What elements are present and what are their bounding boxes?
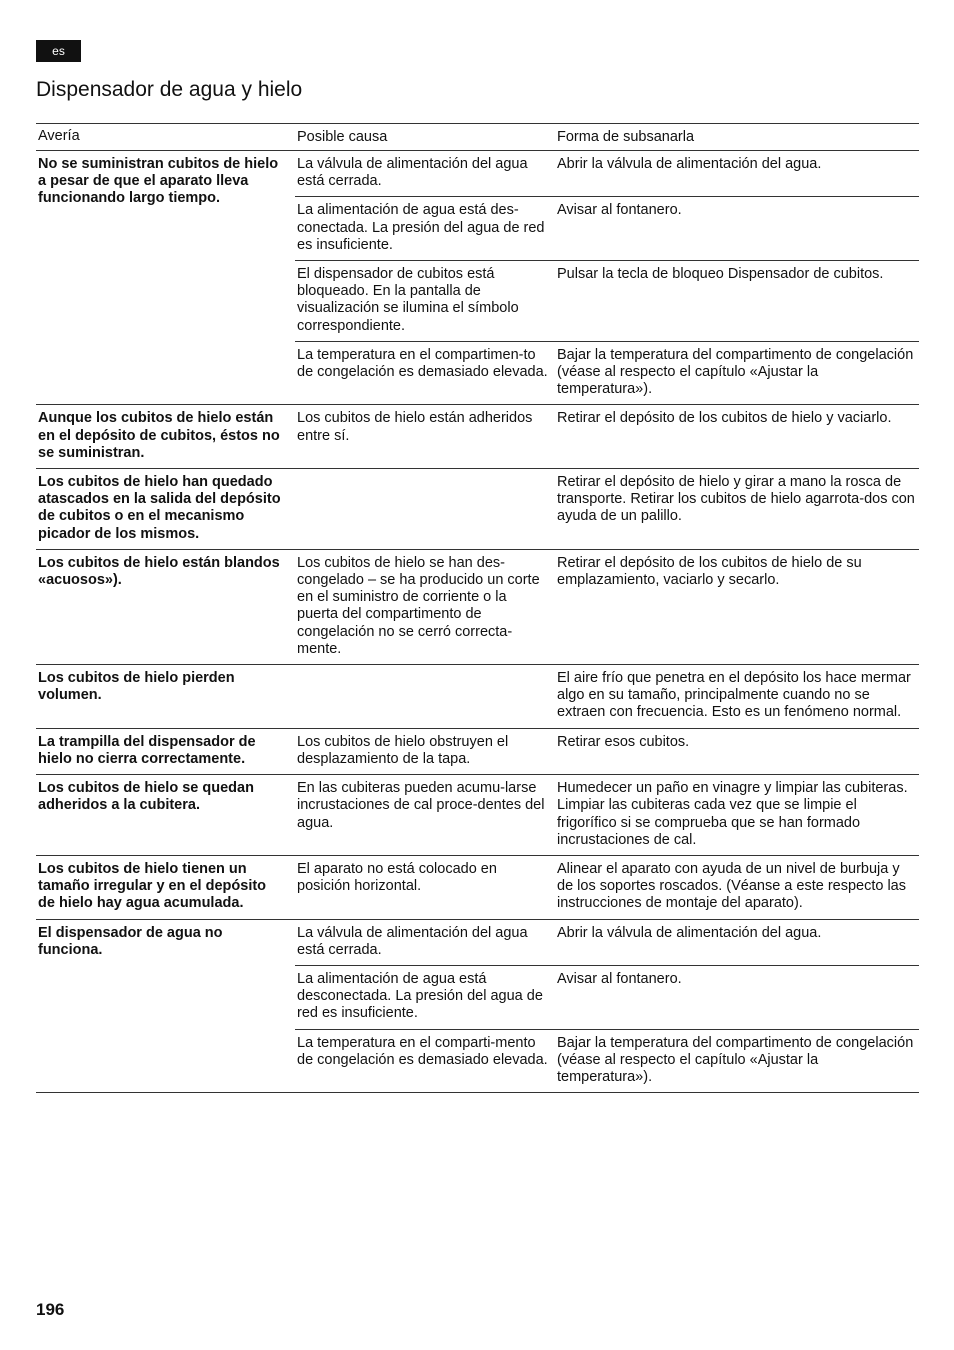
table-row — [36, 665, 919, 729]
cause-cell — [295, 469, 555, 532]
fault-cell: Aunque los cubitos de hielo están en el depósito de cubitos, éstos no se suministran. — [38, 410, 280, 461]
cause-remedy-pair — [295, 405, 919, 450]
page-title: Dispensador de agua y hielo — [36, 78, 303, 101]
cause-list — [295, 775, 919, 855]
cause-cell: La alimentación de agua está des-conectada. La presión del agua de red es insuficiente. — [295, 196, 555, 260]
remedy-cell: Abrir la válvula de alimentación del agua. — [557, 924, 822, 941]
fault-cell: La trampilla del dispensador de hielo no cierra correctamente. — [38, 733, 256, 767]
table-body — [36, 151, 919, 1093]
language-badge: es — [36, 40, 81, 62]
cause-list — [295, 151, 919, 404]
cause-list — [295, 405, 919, 468]
cause-cell: Los cubitos de hielo se han des-congelado – se ha producido un corte en el suministro de corriente o la puerta del compartimento de congelación no se cerró correcta-mente. — [297, 554, 540, 657]
table-row — [36, 775, 919, 856]
cause-cell: La temperatura en el compartimen-to de congelación es demasiado elevada. — [295, 341, 555, 405]
cause-remedy-pair — [295, 550, 919, 664]
fault-cell: Los cubitos de hielo han quedado atascados en la salida del depósito de cubitos o en el mecanismo picador de los mismos. — [38, 474, 281, 542]
cause-remedy-pair — [295, 151, 919, 196]
cause-remedy-pair — [295, 665, 919, 728]
remedy-cell: Pulsar la tecla de bloqueo Dispensador de cubitos. — [555, 260, 919, 341]
cause-remedy-pair — [295, 1029, 919, 1093]
cause-cell: En las cubiteras pueden acumu-larse incrustaciones de cal proce-dentes del agua. — [297, 780, 545, 831]
cause-list — [295, 469, 919, 549]
cause-list — [295, 920, 919, 1093]
remedy-cell: Retirar el depósito de los cubitos de hielo y vaciarlo. — [557, 410, 892, 427]
remedy-cell: Retirar el depósito de hielo y girar a mano la rosca de transporte. Retirar los cubitos de hielo agarrota-dos con ayuda de un palillo. — [557, 474, 915, 525]
cause-remedy-pair — [295, 920, 919, 965]
table-row — [36, 469, 919, 550]
cause-cell: La alimentación de agua está desconectada. La presión del agua de red es insuficiente. — [295, 965, 555, 1029]
fault-cell: Los cubitos de hielo se quedan adheridos a la cubitera. — [38, 780, 254, 814]
column-header-cause: Posible causa — [295, 124, 555, 151]
cause-cell: Los cubitos de hielo están adheridos entre sí. — [297, 410, 533, 444]
cause-list — [295, 665, 919, 728]
fault-cell: No se suministran cubitos de hielo a pesar de que el aparato lleva funcionando largo tiempo. — [38, 156, 279, 207]
table-row — [36, 729, 919, 775]
fault-cell: El dispensador de agua no funciona. — [38, 924, 223, 958]
cause-cell: La válvula de alimentación del agua está cerrada. — [297, 156, 528, 190]
remedy-cell: Avisar al fontanero. — [555, 196, 919, 260]
cause-list — [295, 550, 919, 664]
column-header-remedy: Forma de subsanarla — [555, 124, 919, 151]
cause-cell: El aparato no está colocado en posición horizontal. — [297, 860, 497, 895]
remedy-cell: Avisar al fontanero. — [555, 965, 919, 1029]
cause-remedy-pair — [295, 196, 919, 260]
cause-remedy-pair — [295, 729, 919, 774]
cause-remedy-pair — [295, 775, 919, 855]
fault-cell: Los cubitos de hielo tienen un tamaño irregular y en el depósito de hielo hay agua acumulada. — [38, 860, 267, 912]
remedy-cell: Bajar la temperatura del compartimento de congelación (véase al respecto el capítulo «Ajustar la temperatura»). — [555, 341, 919, 405]
remedy-cell: El aire frío que penetra en el depósito los hace mermar algo en su tamaño, principalmente cuando no se extraen con frecuencia. Esto es un fenómeno normal. — [557, 670, 911, 721]
remedy-cell: Retirar esos cubitos. — [557, 733, 690, 750]
cause-remedy-pair — [295, 469, 919, 532]
table-row — [36, 405, 919, 469]
table-row — [36, 550, 919, 665]
fault-cell: Los cubitos de hielo están blandos «acuosos»). — [38, 554, 280, 589]
cause-cell: La válvula de alimentación del agua está cerrada. — [297, 924, 528, 958]
table-row — [36, 151, 919, 405]
remedy-cell: Bajar la temperatura del compartimento de congelación (véase al respecto el capítulo «Ajustar la temperatura»). — [555, 1029, 919, 1093]
remedy-cell: Alinear el aparato con ayuda de un nivel de burbuja y de los soportes roscados. (Véanse a este respecto las instrucciones de montaje del aparato). — [557, 860, 906, 912]
column-header-fault: Avería — [36, 124, 295, 151]
troubleshooting-table — [36, 123, 919, 1093]
table-row — [36, 856, 919, 920]
cause-remedy-pair — [295, 260, 919, 341]
cause-remedy-pair — [295, 341, 919, 405]
cause-cell: La temperatura en el comparti-mento de congelación es demasiado elevada. — [295, 1029, 555, 1093]
table-row — [36, 920, 919, 1094]
cause-list — [295, 856, 919, 919]
remedy-cell: Humedecer un paño en vinagre y limpiar las cubiteras. Limpiar las cubiteras cada vez que se limpie el frigorífico si se comprueba que se han formado incrustaciones de cal. — [557, 780, 908, 848]
page-number: 196 — [36, 1300, 65, 1319]
cause-cell — [295, 665, 555, 728]
remedy-cell: Abrir la válvula de alimentación del agua. — [557, 156, 822, 172]
remedy-cell: Retirar el depósito de los cubitos de hielo de su emplazamiento, vaciarlo y secarlo. — [557, 554, 862, 589]
cause-remedy-pair — [295, 856, 919, 919]
cause-cell: Los cubitos de hielo obstruyen el desplazamiento de la tapa. — [297, 733, 509, 767]
cause-remedy-pair — [295, 965, 919, 1029]
cause-list — [295, 729, 919, 774]
table-header — [36, 124, 919, 151]
cause-cell: El dispensador de cubitos está bloqueado. En la pantalla de visualización se ilumina el símbolo correspondiente. — [295, 260, 555, 341]
fault-cell: Los cubitos de hielo pierden volumen. — [38, 670, 235, 704]
